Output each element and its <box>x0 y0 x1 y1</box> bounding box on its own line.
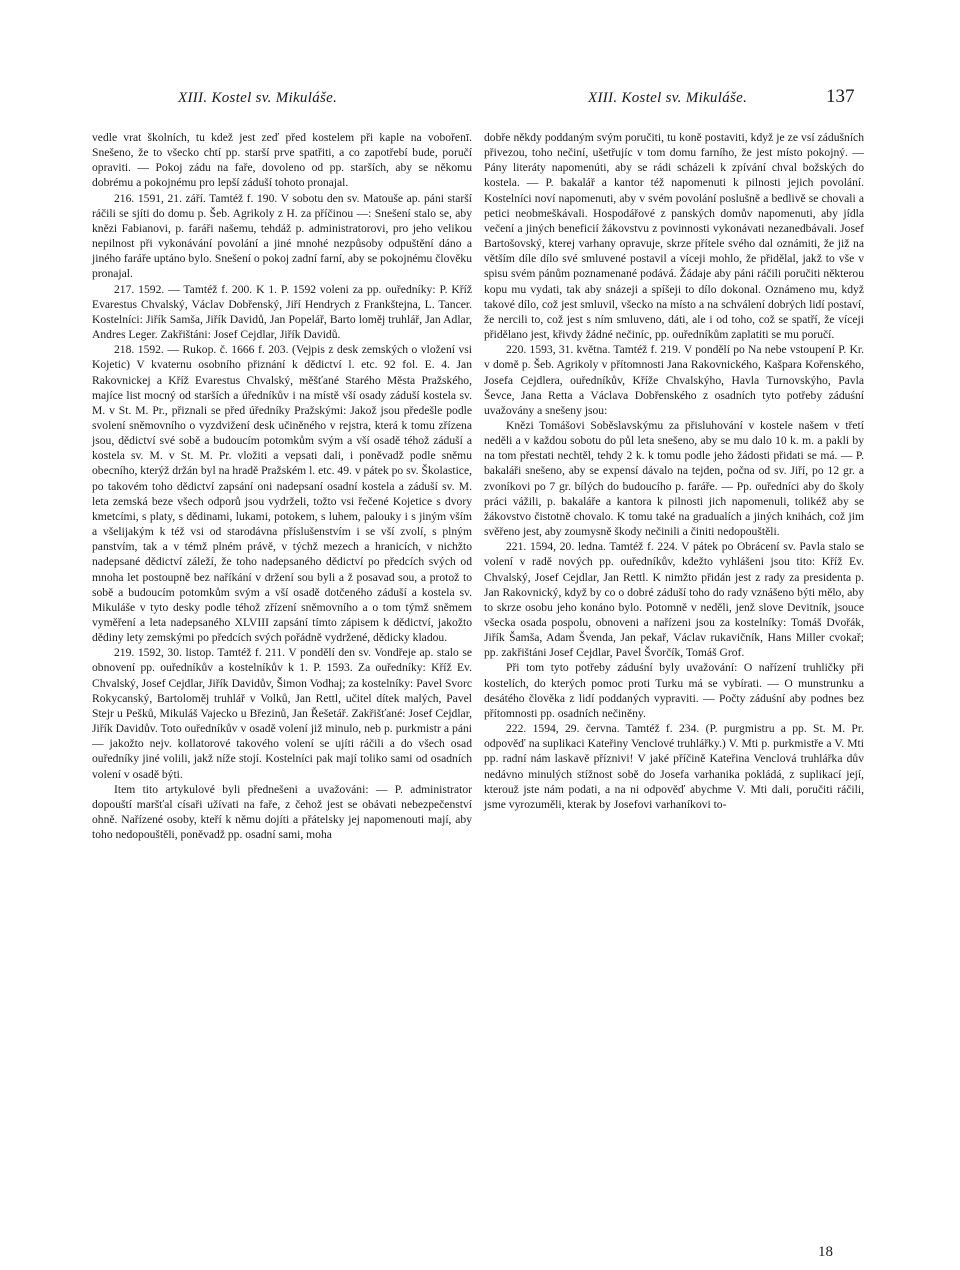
left-column-paragraph: vedle vrat školních, tu kdež jest zeď před kostelem při kaple na vobořenī. Snešeno, že to všecko chtí pp. starší prve spatřiti, a co zapotřebí bude, poručí opraviti. — Pokoj zádu na faře, dovoleno od pp. starších, aby se někomu dobrému a pokojnému pro lepší záduší tohoto pronajal. <box>92 131 472 190</box>
right-column-paragraph: 221. 1594, 20. ledna. Tamtéž f. 224. V pátek po Obrácení sv. Pavla stalo se volení v radě nových pp. ouředníkův, kdežto vyhlášeni jsou tito: Kříž Ev. Chvalský, Josef Cejdlar, Jan Rettl. K nimžto přidán jest z rady za presidenta p. Jan Rakovnický, když by co o dobré záduší toho do rady vznášeno býti mělo, aby to skrze osobu jeho konáno bylo. Potomně v neděli, jenž slove Devitník, jsouce všecka osada pospolu, obnoveni a nařízeni jsou za kostelníky: Tomáš Dvořák, Jiřík Šamša, Adam Švenda, Jan pekař, Václav rukavičník, Hans Miller cvokař; pp. zakřištáni Josef Cejdlar, Pavel Švorčík, Tomáš Grof. <box>484 540 864 660</box>
running-head-left: XIII. Kostel sv. Mikuláše. <box>178 90 338 106</box>
right-column-paragraph: dobře někdy poddaným svým poručiti, tu koně postaviti, když je ze vsí zádušních přivezou, toho nečiní, ušetřujíc v tom domu farního, že jest místo pokojný. — Pány literáty napomenúti, aby se rádi scházeli k zpívání chval božských do kostela. — P. bakalář a kantor též napomenuti k pilnosti jejich povolání. Kostelníci noví napomenuti, aby v svém povolání poslušně a bedlivě se chovali a petici neobmeškávali. Hospodářové z panských domův napomenuti, aby jídla večení a jiných beneficií žákovstvu z povinnosti vykonávati nezanedbávali. Josef Bartošovský, kterej varhany opravuje, skrze přítele svého dal oznámiti, že již na větším díle dílo své smluvené postavil a víceji mohlo, že přidělal, jakž to vše v spisu svém pánům poznamenané podává. Žádaje aby páni ráčili poručiti některou kopu mu vydati, tak aby snázeji a spíšeji to dílo dokonal. Oznámeno mu, když takové dílo, což jest smluvil, všecko na místo a na schválení dobrých lidí postaví, že nercili to, což jest s ním smluveno, dáti, ale i od toho, což se spatří, že víceji přidělano jest, křivdy žádné nečiníc, pp. ouředníkům zaplatiti se mu poručí. <box>484 131 864 342</box>
right-column-paragraph: 222. 1594, 29. června. Tamtéž f. 234. (P. purgmistru a pp. St. M. Pr. odpověď na suplikaci Kateřiny Venclové truhlářky.) V. Mti p. purkmistře a V. Mti pp. radní nám laskavě příznivi! V jaké příčině Kateřina Venclová truhlářka dův nedávno minulých stížnost sobě do Josefa varhanika pokládá, z suplikací její, kterouž jste nám podati, a na ni odpověď abychme V. Mti dali, poručiti ráčili, jsme vyrozuměli, kterak by Josefovi varhaníkovi to- <box>484 722 864 811</box>
left-column-paragraph: 216. 1591, 21. září. Tamtéž f. 190. V sobotu den sv. Matouše ap. páni starší ráčili se sjíti do domu p. Šeb. Agrikoly z H. za příčinou —: Snešení stalo se, aby knězi Fabianovi, p. faráři našemu, tehdáž p. administratorovi, pro jeho velikou nepilnost při vykonávání povolání a jiné mnohé nezpůsoby odpuštění dáno a jiného faráře uptáno bylo. Snešení o pokoj zadní farní, aby se pokojnému člověku pronajal. <box>92 191 472 281</box>
right-column-paragraph: 220. 1593, 31. května. Tamtéž f. 219. V pondělí po Na nebe vstoupení P. Kr. v domě p. Šeb. Agrikoly v přítomnosti Jana Rakovnického, Kašpara Kořenského, Josefa Cejdlera, ouředníkův, Kříže Chvalskýho, Havla Turnovskýho, Pavla Ševce, Jana Retta a Václava Dobřenského z osadních tyto potřeby záduśní uvažovány a snešeny jsou: <box>484 343 864 417</box>
running-head-right: XIII. Kostel sv. Mikuláše. <box>588 90 748 106</box>
left-column-paragraph: 218. 1592. — Rukop. č. 1666 f. 203. (Vejpis z desk zemských o vložení vsi Kojetic) V kvaternu osobního přiznání k dědictví l. etc. 92 fol. E. 4. Jan Rakovnickej a Kříž Evarestus Chvalský, měšťané Starého Města Pražského, majíce list mocný od starších a úředníkův i na místě vší osady záduší kostela sv. M. v St. M. Pr., přiznali se před úředníky Pražskými: Jakož jsou předešle podle svolení sněmovního o vyzdvižení desk učiněného v rejstra, která k tomu zřízena jsou, dědictví své sobě a budoucím potomkům svým a vší osadě téhož záduší a kostela sv. M. v St. M. Pr. vložiti a vepsati dali, i poněvadž podle sněmu obecního, kterýž držán byl na hradě Pražském l. etc. 49. v pátek po sv. Školastice, po takovém toho dědictví zapsání oni nadepsaní osadní kostela a záduší sv. M. leta zemská beze všech odporů jsou vydrželi, tožto vsi řečené Kojetice s dvory kmetcími, s platy, s dědinami, lukami, potokem, s luhem, palouky i s jiným vším a všelijakým k též vsi od starodávna příslušenstvím i se vší zvolí, s plným panstvím, tak a v témž plném právě, v týchž mezech a hranicích, v nichžto nadepsané dědictví záleží, že toho nadepsaného dědictví po předcích svých od mnoha let postoupně bez naříkání v držení sou byli a ž posavad sou, a protož to sobě a budoucím potomkům svým a vší osadě dotčeného záduší a kostela sv. Mikuláše v tyto desky podle téhož zřízení sněmovního a o tom týmž sněmem vyměření a leta nadepsaného XLVIII zapsání tímto zápisem k dědictví, jakožto dědiny lety zemskými po předcích svých pořádně vydržené, dědicky kladou. <box>92 343 472 645</box>
right-column-paragraph: Knězi Tomášovi Soběslavskýmu za přisluhování v kostele našem v třetí neděli a v každou sobotu do půl leta snešeno, aby se mu dalo 10 k. m. a pakli by na tom přestati nechtěl, tehdy 2 k. k tomu podle jeho žádosti přidati se má. — P. bakaláři snešeno, aby se expensí dávalo na tejden, počna od sv. Jiří, po 12 gr. a zvoníkovi po 7 gr. bílých do budoucího p. faráře. — Pp. ouředníci aby do školy práci vážili, p. bakaláře a kantora k pilnosti jich napomenuli, tolikéž aby se žákovstvo čistotně chovalo. K tomu také na gradualích a jiných knihách, což jim svěřeno jest, aby zoumysně škody nečinili a činiti nedopouštěli. <box>484 418 864 539</box>
left-column-paragraph: 219. 1592, 30. listop. Tamtéž f. 211. V pondělí den sv. Vondřeje ap. stalo se obnovení pp. ouředníkův a kostelníkův k 1. P. 1593. Za ouředníky: Kříž Ev. Chvalský, Josef Cejdlar, Jiřík Davidův, Šimon Vodhaj; za kostelníky: Pavel Svorc Rokycanský, Bartoloměj truhlář v Volků, Jan Rettl, učitel dítek malých, Pavel Stejr u Pešků, Mikuláš Vajecko u Březinů, Jan Řešetář. Zakřišťané: Josef Cejdlar, Jiřík Davidův. Toto ouředníkův v osadě volení již minulo, neb p. purkmistr a páni — jakožto nejv. kollatorové takového volení se ujíti ráčili a do všech osad ouředníky jiné volili, jakž níže stojí. Kostelníci pak mají toliko sami od osadních volení v osadě býti. <box>92 646 472 781</box>
right-column-paragraph: Při tom tyto potřeby záduśní byly uvažování: O nařízení truhličky při kostelích, do kterých pomoc proti Turku má se vybírati. — O munstrunku a desátého člověka z lidí poddaných vypraviti. — Počty záduśní aby podnes bez přítomnosti pp. osadních nečiněny. <box>484 661 864 720</box>
left-column-paragraph: 217. 1592. — Tamtéž f. 200. K 1. P. 1592 voleni za pp. ouředníky: P. Kříž Evarestus Chvalský, Václav Dobřenský, Jiří Hendrych z Frankštejna, L. Tancer. Kostelníci: Jiřík Samša, Jiřík Davidů, Jan Popelář, Barto loměj truhlář, Jan Adlar, Andres Leger. Zakřištáni: Josef Cejdlar, Jiřík Davidů. <box>92 282 472 342</box>
left-column-paragraph: Item tito artykulové byli přednešeni a uvažováni: — P. administrator dopouští maršťal císaři užívati na faře, z čehož jest se obávati nebezpečenství ohně. Nařízené osoby, kteří k němu dojíti a přátelsky jej napomenouti mají, aby toho nedopouštěli, poněvadž pp. osadní sami, moha <box>92 782 472 842</box>
signature-mark: 18 <box>818 1244 833 1260</box>
page-number: 137 <box>826 86 855 107</box>
left-column <box>92 130 472 842</box>
right-column <box>484 130 864 812</box>
